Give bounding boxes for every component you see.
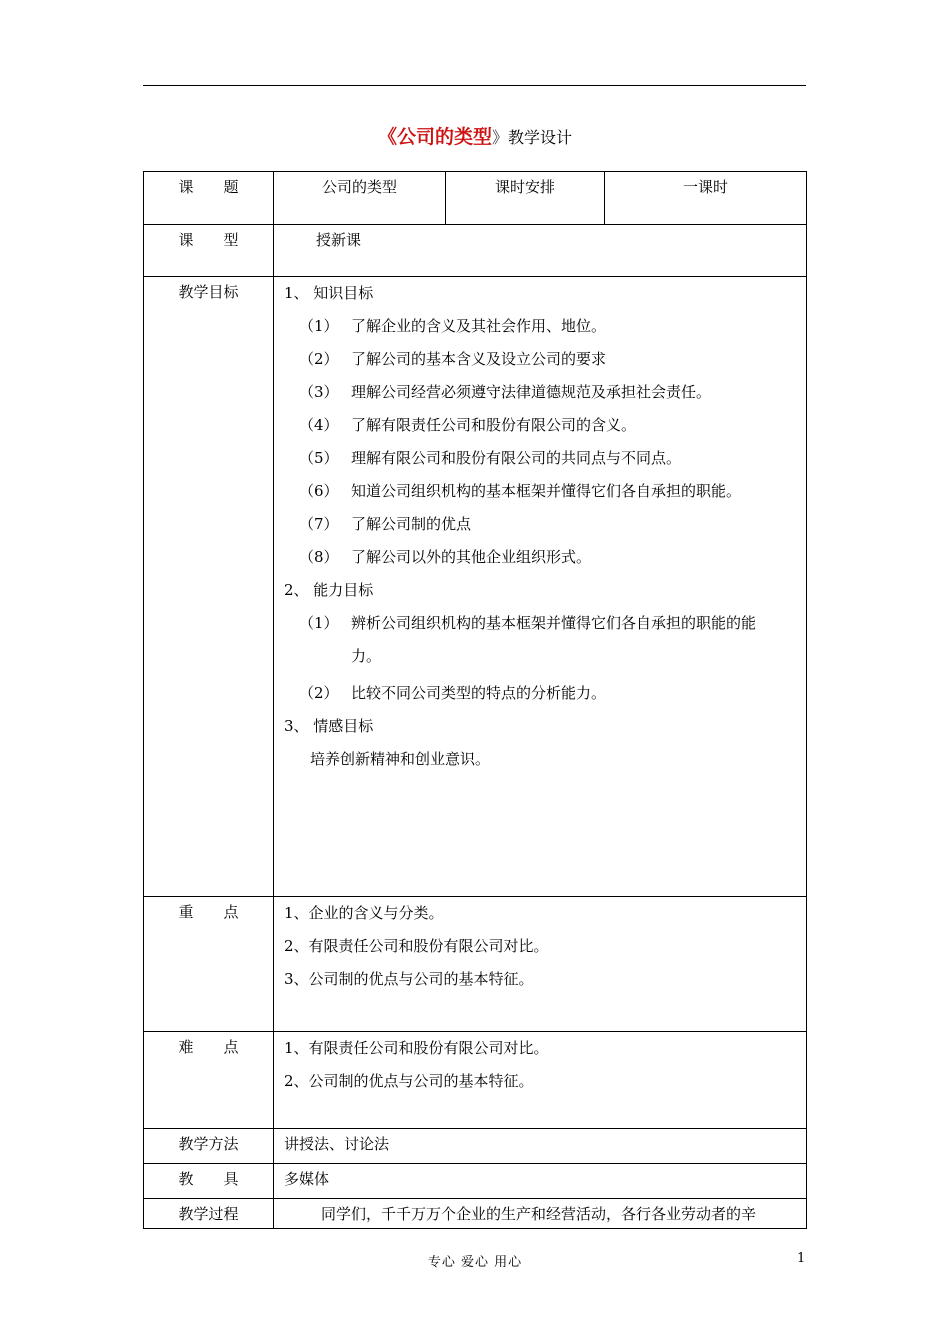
topic-value: 公司的类型	[274, 172, 446, 225]
goal-item: （1） 了解企业的含义及其社会作用、地位。	[299, 317, 607, 335]
key-point: 1、企业的含义与分类。	[284, 904, 444, 922]
key-points-cell	[274, 897, 807, 1032]
goal-item: （7） 了解公司制的优点	[299, 515, 472, 533]
schedule-value: 一课时	[605, 172, 807, 225]
method-value: 讲授法、讨论法	[274, 1129, 807, 1164]
tools-label: 教 具	[144, 1164, 274, 1199]
method-label: 教学方法	[144, 1129, 274, 1164]
topic-label: 课 题	[144, 172, 274, 225]
header-rule	[143, 85, 806, 86]
goal-item: （2） 比较不同公司类型的特点的分析能力。	[299, 684, 607, 702]
row-topic	[144, 172, 807, 225]
process-value: 同学们，千千万万个企业的生产和经营活动，各行各业劳动者的辛	[274, 1199, 807, 1229]
goal-item: （1） 辨析公司组织机构的基本框架并懂得它们各自承担的职能的能	[299, 614, 757, 632]
schedule-label: 课时安排	[446, 172, 605, 225]
row-process	[144, 1199, 807, 1229]
goal-item: （5） 理解有限公司和股份有限公司的共同点与不同点。	[299, 449, 682, 467]
row-method	[144, 1129, 807, 1164]
goal-heading-knowledge: 1、 知识目标	[284, 284, 374, 302]
title-rest: 》教学设计	[492, 128, 573, 147]
row-tools	[144, 1164, 807, 1199]
row-goals	[144, 277, 807, 897]
goal-item: （2） 了解公司的基本含义及设立公司的要求	[299, 350, 607, 368]
goal-item: （4） 了解有限责任公司和股份有限公司的含义。	[299, 416, 637, 434]
key-point: 3、公司制的优点与公司的基本特征。	[284, 970, 534, 988]
goals-label: 教学目标	[144, 277, 274, 897]
goal-item: （3） 理解公司经营必须遵守法律道德规范及承担社会责任。	[299, 383, 712, 401]
difficult-point: 1、有限责任公司和股份有限公司对比。	[284, 1039, 549, 1057]
difficult-points-cell	[274, 1032, 807, 1129]
title-main: 《公司的类型	[377, 126, 492, 148]
goals-cell	[274, 277, 807, 897]
lesson-plan-table	[143, 171, 807, 1229]
row-type	[144, 225, 807, 277]
process-label: 教学过程	[144, 1199, 274, 1229]
tools-value: 多媒体	[274, 1164, 807, 1199]
type-value: 授新课	[274, 225, 807, 277]
goal-emotion-text: 培养创新精神和创业意识。	[310, 750, 491, 768]
difficult-label: 难 点	[144, 1032, 274, 1129]
goal-item: （8） 了解公司以外的其他企业组织形式。	[299, 548, 592, 566]
goal-heading-emotion: 3、 情感目标	[284, 717, 374, 735]
difficult-point: 2、公司制的优点与公司的基本特征。	[284, 1072, 534, 1090]
document-title	[0, 124, 950, 151]
page-number: 1	[797, 1251, 806, 1266]
row-difficult-points	[144, 1032, 807, 1129]
goal-item: （6） 知道公司组织机构的基本框架并懂得它们各自承担的职能。	[299, 482, 742, 500]
key-label: 重 点	[144, 897, 274, 1032]
footer-text: 专心 爱心 用心	[427, 1255, 523, 1270]
goal-heading-ability: 2、 能力目标	[284, 581, 374, 599]
row-key-points	[144, 897, 807, 1032]
key-point: 2、有限责任公司和股份有限公司对比。	[284, 937, 549, 955]
type-label: 课 型	[144, 225, 274, 277]
goal-item-continuation: 力。	[351, 647, 382, 665]
